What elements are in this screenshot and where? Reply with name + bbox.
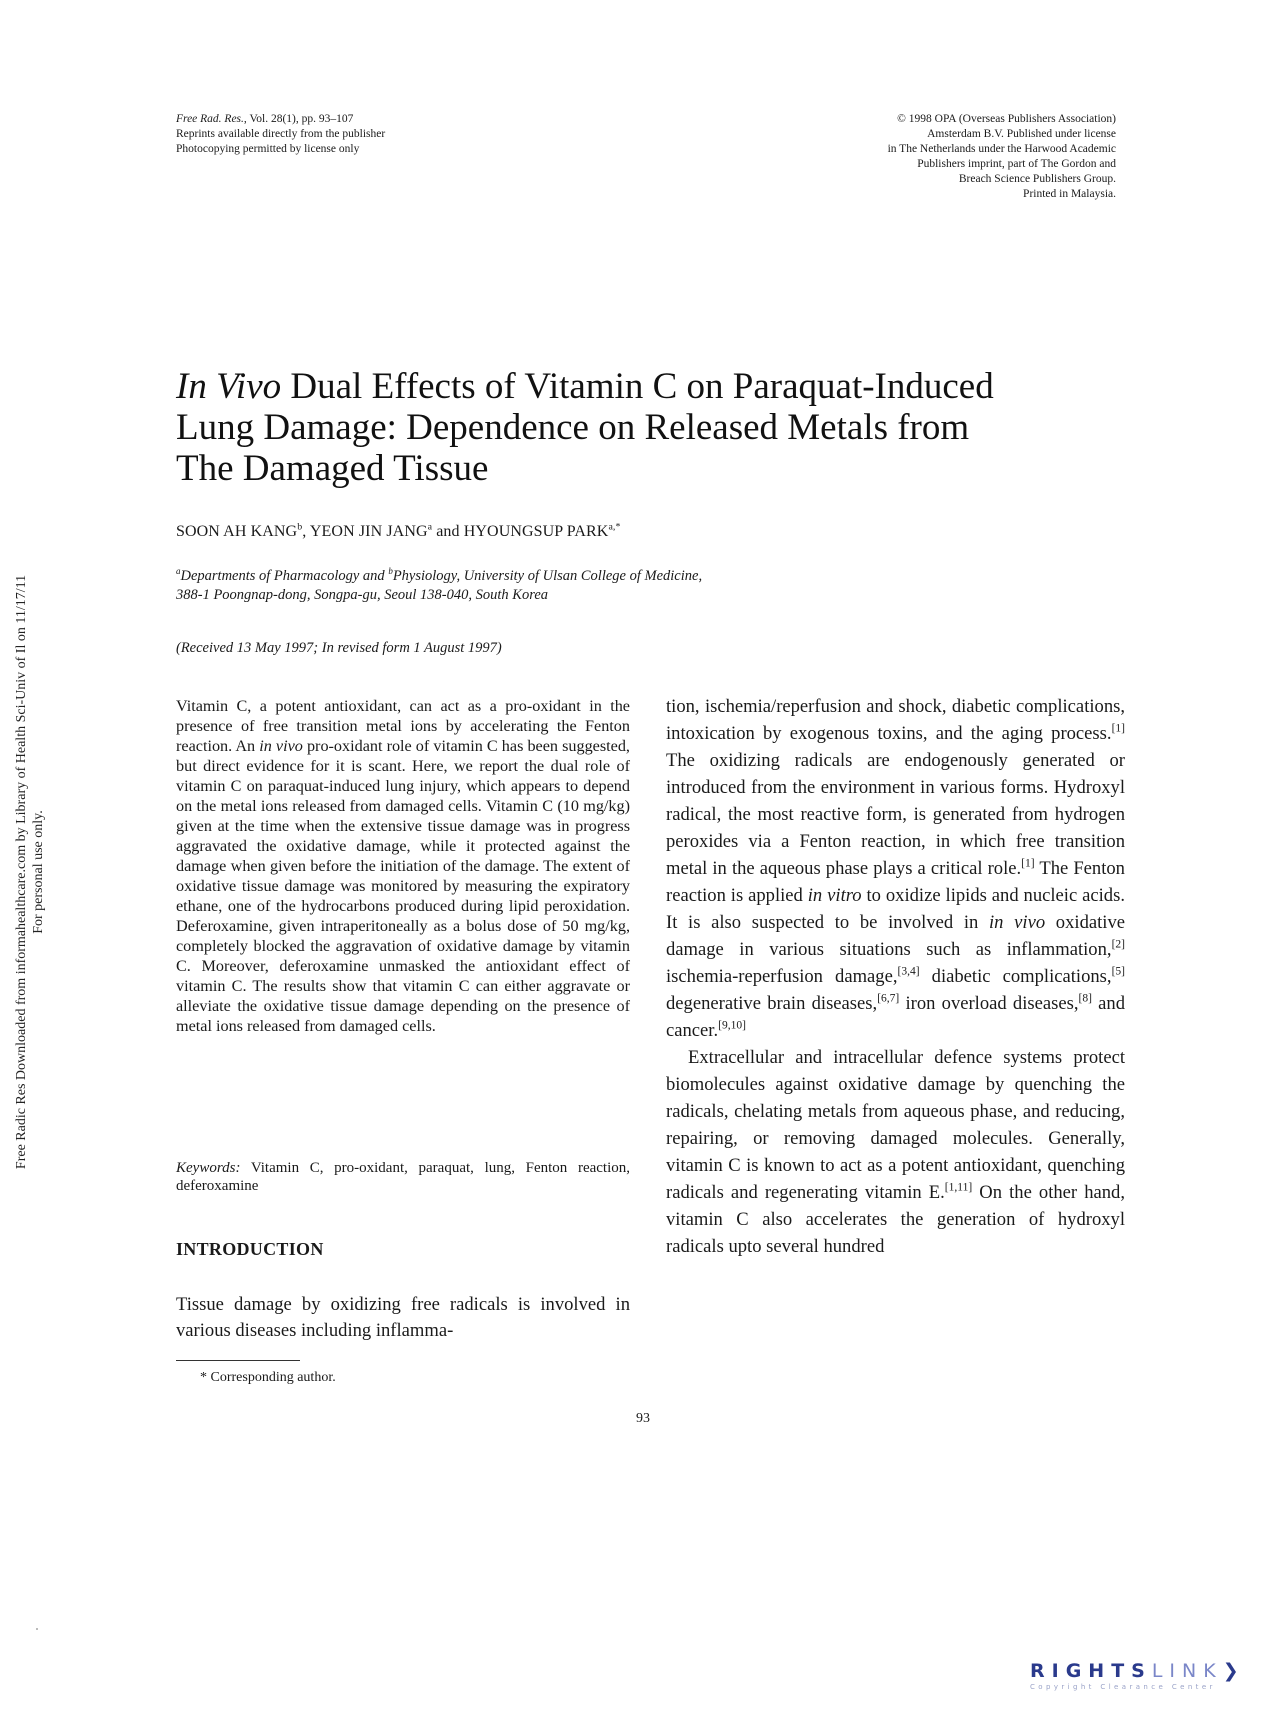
abstract bbox=[176, 696, 630, 1036]
keywords-label: Keywords: bbox=[176, 1160, 241, 1176]
abstract-italic: in vivo bbox=[259, 737, 303, 755]
intro-column-right bbox=[666, 693, 1125, 1260]
affil-mark: b bbox=[388, 566, 393, 577]
journal-name: Free Rad. Res. bbox=[176, 113, 244, 125]
copyright-line: © 1998 OPA (Overseas Publishers Association) bbox=[897, 113, 1116, 125]
citation[interactable]: [8] bbox=[1078, 992, 1092, 1005]
intro-paragraph-left: Tissue damage by oxidizing free radicals is involved in various diseases including inflamma- bbox=[176, 1294, 630, 1341]
citation[interactable]: [1] bbox=[1111, 722, 1125, 735]
citation[interactable]: [5] bbox=[1111, 965, 1125, 978]
chevron-right-icon: ❯ bbox=[1222, 1660, 1246, 1682]
author-list bbox=[176, 523, 621, 541]
paper-title bbox=[176, 366, 1116, 489]
title-line-3: The Damaged Tissue bbox=[176, 448, 489, 489]
copyright-line: Publishers imprint, part of The Gordon and bbox=[917, 158, 1116, 170]
download-watermark bbox=[13, 502, 47, 1242]
affil-mark: a bbox=[176, 566, 181, 577]
citation[interactable]: [2] bbox=[1111, 938, 1125, 951]
copyright-line: Breach Science Publishers Group. bbox=[958, 173, 1116, 185]
footnote-rule bbox=[176, 1360, 300, 1361]
rightslink-bold: RIGHTS bbox=[1030, 1660, 1152, 1682]
author-name: and HYOUNGSUP PARK bbox=[432, 523, 609, 540]
affil-address: 388-1 Poongnap-dong, Songpa-gu, Seoul 138-040, South Korea bbox=[176, 587, 549, 603]
rightslink-logo[interactable] bbox=[1030, 1660, 1260, 1691]
copyright-line: in The Netherlands under the Harwood Academic bbox=[887, 143, 1116, 155]
footnote-corresponding-author: * Corresponding author. bbox=[200, 1370, 336, 1385]
citation[interactable]: [9,10] bbox=[718, 1019, 746, 1032]
scan-speck bbox=[36, 1628, 38, 1630]
citation[interactable]: [3,4] bbox=[897, 965, 920, 978]
photocopy-note: Photocopying permitted by license only bbox=[176, 143, 360, 155]
copyright-line: Amsterdam B.V. Published under license bbox=[927, 128, 1116, 140]
author-affil-mark: a bbox=[427, 521, 433, 533]
affil-dept: Physiology, University of Ulsan College of Medicine, bbox=[392, 568, 703, 584]
intro-paragraph: tion, ischemia/reperfusion and shock, diabetic complications, intoxication by exogenous toxins, and the aging process.[1] The oxidizing radicals are endogenously generated or introduced from the environment in various forms. Hydroxyl radical, the most reactive form, is generated from hydrogen peroxides via a Fenton reaction, in which free transition metal in the aqueous phase plays a critical role.[1] The Fenton reaction is applied in vitro to oxidize lipids and nucleic acids. It is also suspected to be involved in in vivo oxidative damage in various situations such as inflammation,[2] ischemia-reperfusion damage,[3,4] diabetic complications,[5] degenerative brain diseases,[6,7] iron overload diseases,[8] and cancer.[9,10] bbox=[666, 696, 1125, 1041]
rightslink-light: LINK bbox=[1151, 1660, 1223, 1682]
copyright-line: Printed in Malaysia. bbox=[1023, 188, 1116, 200]
rightslink-tagline: Copyright Clearance Center bbox=[1030, 1683, 1216, 1691]
reprints-note: Reprints available directly from the publisher bbox=[176, 128, 386, 140]
citation[interactable]: [1,11] bbox=[944, 1181, 973, 1194]
abstract-text: Vitamin C, a potent antioxidant, can act as a pro-oxidant in the presence of free transition metal ions by accelerating the Fenton reaction. An bbox=[176, 697, 630, 755]
citation[interactable]: [1] bbox=[1021, 857, 1035, 870]
copyright-header bbox=[888, 112, 1116, 202]
title-italic: In Vivo bbox=[176, 366, 282, 407]
affiliation bbox=[176, 567, 702, 605]
watermark-line: Free Radic Res Downloaded from informahealthcare.com by Library of Health Sci-Univ of Il on 11/17/11 bbox=[14, 574, 29, 1170]
keywords-text: Vitamin C, pro-oxidant, paraquat, lung, Fenton reaction, deferoxamine bbox=[176, 1160, 630, 1194]
journal-citation-header bbox=[176, 112, 385, 157]
intro-paragraph: Extracellular and intracellular defence systems protect biomolecules against oxidative damage by quenching the radicals, chelating metals from aqueous phase, and reducing, repairing, or removing damaged molecules. Generally, vitamin C is known to act as a potent antioxidant, quenching radicals and regenerating vitamin E.[1,11] On the other hand, vitamin C also accelerates the generation of hydroxyl radicals upto several hundred bbox=[666, 1047, 1126, 1257]
author-name: SOON AH KANG bbox=[176, 523, 298, 540]
volume-pages: , Vol. 28(1), pp. 93–107 bbox=[243, 113, 354, 125]
affil-dept: Departments of Pharmacology and bbox=[180, 568, 389, 584]
keywords bbox=[176, 1159, 630, 1195]
section-heading-introduction: INTRODUCTION bbox=[176, 1239, 324, 1259]
citation[interactable]: [6,7] bbox=[877, 992, 900, 1005]
received-dates: (Received 13 May 1997; In revised form 1 August 1997) bbox=[176, 640, 502, 656]
author-name: , YEON JIN JANG bbox=[302, 523, 428, 540]
author-affil-mark: a,* bbox=[608, 521, 621, 533]
abstract-text: pro-oxidant role of vitamin C has been suggested, but direct evidence for it is scant. Here, we report the dual role of vitamin C on paraquat-induced lung injury, which appears to depend on the metal ions released from damaged cells. Vitamin C (10 mg/kg) given at the time when the extensive tissue damage was in progress aggravated the oxidative damage, while it protected against the damage when given before the initiation of the damage. The extent of oxidative tissue damage was monitored by measuring the expiratory ethane, one of the hydrocarbons produced during lipid peroxidation. Deferoxamine, given intraperitoneally as a bolus dose of 50 mg/kg, completely blocked the aggravation of oxidative damage by vitamin C. Moreover, deferoxamine unmasked the antioxidant effect of vitamin C. The results show that vitamin C can either aggravate or alleviate the oxidative tissue damage depending on the presence of metal ions released from damaged cells. bbox=[176, 737, 630, 1035]
title-line-1: Dual Effects of Vitamin C on Paraquat-Induced bbox=[281, 366, 994, 407]
page-number: 93 bbox=[636, 1411, 650, 1426]
author-affil-mark: b bbox=[297, 521, 303, 533]
title-line-2: Lung Damage: Dependence on Released Metals from bbox=[176, 407, 970, 448]
watermark-line: For personal use only. bbox=[31, 810, 46, 934]
